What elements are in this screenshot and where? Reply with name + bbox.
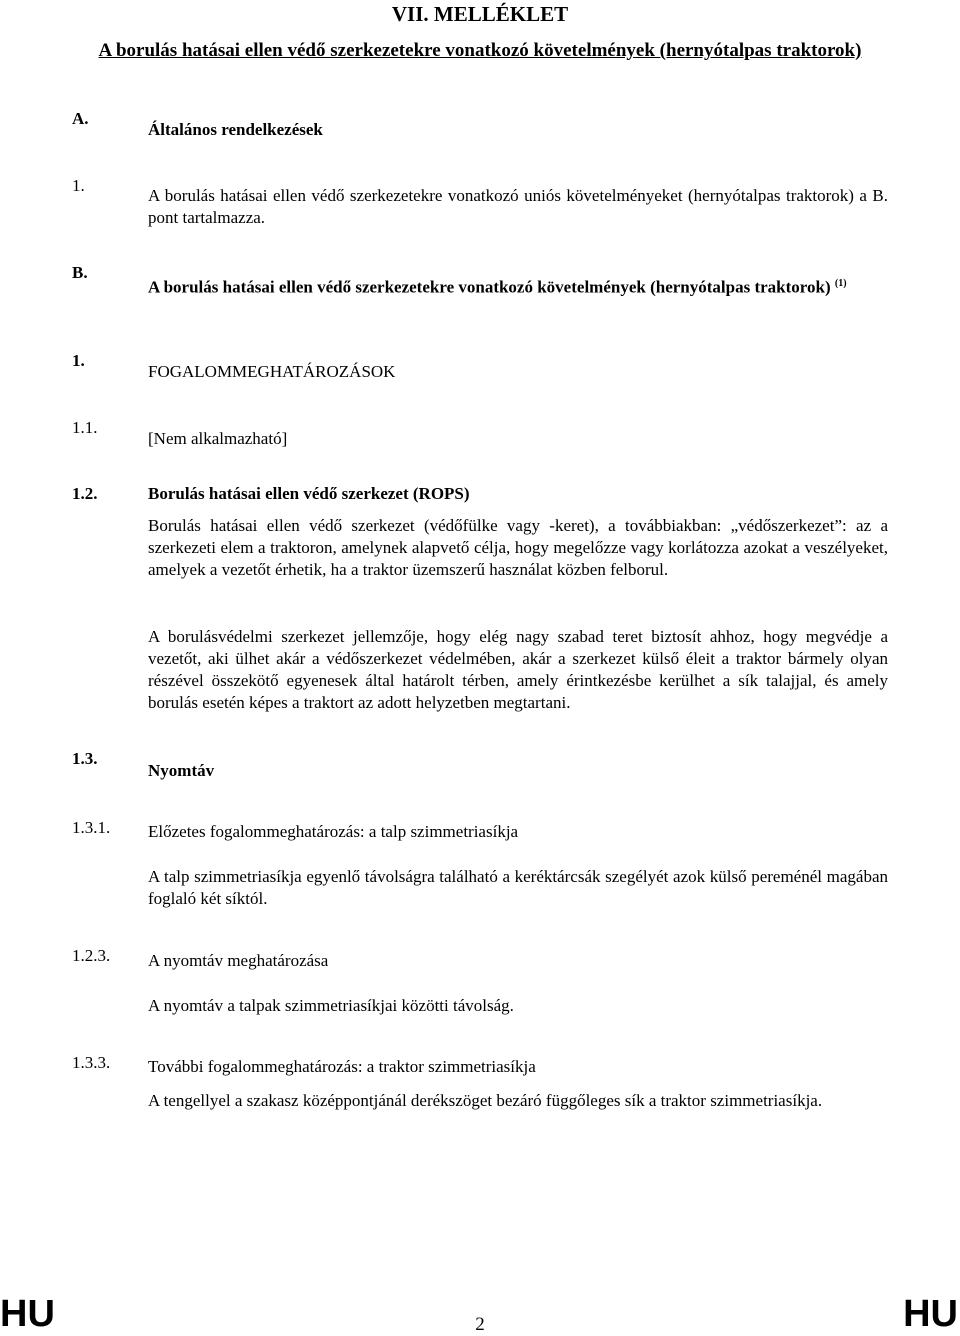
section-1-text: A borulás hatásai ellen védő szerkezetekre vonatkozó uniós követelményeket (hernyótalpas traktorok) a B. pont tartalmazza. <box>148 186 888 227</box>
def-1-2-3-text: A nyomtáv a talpak szimmetriasíkjai közötti távolság. <box>148 996 514 1015</box>
annex-title: VII. MELLÉKLET <box>391 2 569 26</box>
section-b-title-text: A borulás hatásai ellen védő szerkezetekre vonatkozó követelmények (hernyótalpas traktorok) <box>148 277 831 297</box>
section-b-title <box>148 273 888 299</box>
page-number: 2 <box>475 1314 485 1335</box>
def-1-1-label: 1.1. <box>72 418 98 437</box>
def-1-3-1-label: 1.3.1. <box>72 818 111 837</box>
def-1-3-title: Nyomtáv <box>148 761 215 780</box>
footer-language-right: HU <box>903 1293 958 1335</box>
section-1-label: 1. <box>72 176 85 195</box>
def-1-2-title: Borulás hatásai ellen védő szerkezet (ROPS) <box>148 484 470 503</box>
definitions-label: 1. <box>72 351 85 370</box>
def-1-2-3-label: 1.2.3. <box>72 946 111 965</box>
def-1-2-label: 1.2. <box>72 484 98 503</box>
def-1-3-label: 1.3. <box>72 749 98 768</box>
def-1-3-3-title: További fogalommeghatározás: a traktor szimmetriasíkja <box>148 1057 536 1076</box>
def-1-2-paragraph-1: Borulás hatásai ellen védő szerkezet (védőfülke vagy -keret), a továbbiakban: „védőszerkezet”: az a szerkezeti elem a traktoron, amelynek alapvető célja, hogy megelőzze vagy korlátozza azokat a veszélyeket, amelyek a vezetőt érhetik, ha a traktor üzemszerű használat közben felborul. <box>148 516 888 579</box>
def-1-3-1-text: A talp szimmetriasíkja egyenlő távolságra található a keréktárcsák szegélyét azok külső pereménél magában foglaló két síktól. <box>148 867 888 908</box>
footer-language-left: HU <box>0 1293 55 1335</box>
footnote-ref: (1) <box>834 278 847 289</box>
def-1-2-3-title: A nyomtáv meghatározása <box>148 951 329 970</box>
def-1-3-3-label: 1.3.3. <box>72 1053 111 1072</box>
def-1-3-3-text: A tengellyel a szakasz középpontjánál derékszöget bezáró függőleges sík a traktor szimmetriasíkja. <box>148 1091 823 1110</box>
section-a-label: A. <box>72 109 89 128</box>
definitions-title: FOGALOMMEGHATÁROZÁSOK <box>148 362 396 381</box>
def-1-3-1-title: Előzetes fogalommeghatározás: a talp szimmetriasíkja <box>148 822 519 841</box>
def-1-1-text: [Nem alkalmazható] <box>148 429 288 448</box>
def-1-2-paragraph-2: A borulásvédelmi szerkezet jellemzője, hogy elég nagy szabad teret biztosít ahhoz, hogy megvédje a vezetőt, aki ülhet akár a védőszerkezet védelmében, akár a szerkezet külső éleit a traktor bármely olyan részével összekötő egyenesek által határolt térben, amely érintkezésbe kerülhet a sík talajjal, és amely borulás esetén képes a traktort az adott helyzetben megtartani. <box>148 627 888 712</box>
section-a-title: Általános rendelkezések <box>148 120 323 139</box>
document-subtitle: A borulás hatásai ellen védő szerkezetekre vonatkozó követelmények (hernyótalpas traktorok) <box>98 40 862 61</box>
section-b-label: B. <box>72 263 88 282</box>
